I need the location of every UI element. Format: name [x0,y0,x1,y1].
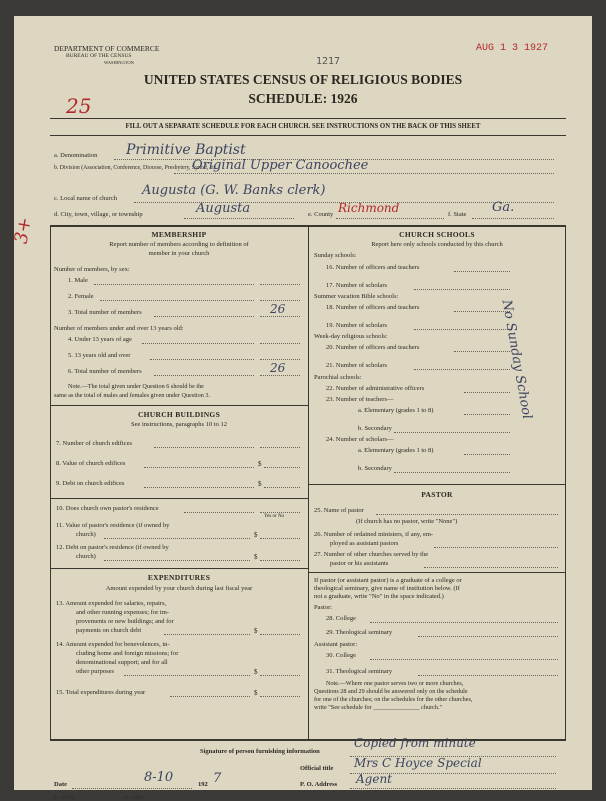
year-prefix: 192 [198,781,208,788]
local-name-value: Augusta (G. W. Banks clerk) [142,183,326,198]
date-label: Date [54,781,67,788]
graduate-note-2: theological seminary, give name of institution below. (If [314,585,460,592]
pastor-subhead: Pastor: [314,604,333,611]
census-schedule-form [10,16,592,801]
q20-label: 20. Number of officers and teachers [326,344,420,351]
q1-male-label: 1. Male [68,277,88,284]
q11-label-cont: church) [76,531,96,538]
q14-label-3: denominational support; and for all [76,659,168,666]
instruction-text: FILL OUT A SEPARATE SCHEDULE FOR EACH CHURCH. SEE INSTRUCTIONS ON THE BACK OF THIS SHEET [125,123,481,130]
buildings-subtitle: See instructions, paragraphs 10 to 12 [130,421,228,428]
q23-label: 23. Number of teachers— [326,396,394,403]
schedule-number: 1217 [316,56,341,67]
city-label-d: d. City, town, village, or township [54,211,143,218]
q30-label: 30. College [326,652,356,659]
q9-label: 9. Debt on church edifices [56,480,125,487]
q31-label: 31. Theological seminary [326,668,393,675]
q15-label: 15. Total expenditures during year [56,689,146,696]
schools-subtitle: Report here only schools conducted by this church [371,241,503,248]
parochial-schools-label: Parochial schools: [314,374,362,381]
form-number: 6—3519 a [54,796,75,801]
yes-no-hint: Yes or No [264,514,285,519]
weekday-schools-label: Week-day religious schools: [314,333,388,340]
q23b-label: b. Secondary [358,425,392,432]
county-label: e. County [308,211,334,218]
expenditures-title: EXPENDITURES [147,573,211,582]
q29-label: 29. Theological seminary [326,629,393,636]
q24a-label: a. Elementary (grades 1 to 8) [358,447,434,454]
q13-label-2: and other running expenses; for im- [76,609,169,616]
q16-label: 16. Number of officers and teachers [326,264,420,271]
pastor-note-1: Note.—Where one pastor serves two or more churches, [326,680,464,687]
denomination-value: Primitive Baptist [126,142,246,158]
print-number: 11—3004 [124,796,144,801]
state-label: f. State [448,211,467,218]
q15-dollar: $ [254,689,258,697]
q14-label: 14. Amount expended for benevolences, in- [56,641,170,648]
division-label: b. Division (Association, Conference, Diocese, Presbytery, Synod, etc.) [54,165,220,171]
q8-dollar: $ [258,460,262,468]
q13-dollar: $ [254,627,258,635]
pastor-note-2: Questions 28 and 29 should be answered only on the schedule [314,688,468,695]
q19-label: 19. Number of scholars [326,322,388,329]
date-value: 8-10 [144,770,174,785]
state-value: Ga. [492,200,515,215]
q8-label: 8. Value of church edifices [56,460,126,467]
q11-dollar: $ [254,531,258,539]
city-value: Augusta [196,201,251,216]
q24b-label: b. Secondary [358,465,392,472]
graduate-note-1: If pastor (or assistant pastor) is a graduate of a college or [314,577,462,584]
schools-title: CHURCH SCHOOLS [399,230,475,239]
q27-label-cont: pastor or his assistants [330,560,389,567]
official-title-label: Official title [300,765,334,772]
q13-label-3: provements or new buildings; and for [76,618,174,625]
received-date-stamp: AUG 1 3 1927 [476,43,549,54]
q26-label-cont: ployed as assistant pastors [330,540,399,547]
q14-label-4: other purposes [76,668,115,675]
assistant-pastor-subhead: Assistant pastor: [314,641,358,648]
q18-label: 18. Number of officers and teachers [326,304,420,311]
margin-note-red-2: 3+ [10,215,36,246]
department-label: DEPARTMENT OF COMMERCE [54,44,160,53]
q6-total-value: 26 [270,361,286,375]
q10-label: 10. Does church own pastor's residence [56,505,159,512]
q11-label: 11. Value of pastor's residence (if owned by [56,522,170,529]
po-address-value: Agent [356,772,392,786]
q5-13-and-over-label: 5. 13 years old and over [68,352,131,359]
sunday-schools-label: Sunday schools: [314,252,357,259]
form-subtitle: SCHEDULE: 1926 [248,91,358,106]
q12-dollar: $ [254,553,258,561]
q13-label: 13. Amount expended for salaries, repairs, [56,600,167,607]
membership-intro-2: member in your church [148,250,210,257]
q28-label: 28. College [326,615,356,622]
denomination-label: a. Denomination [54,152,98,159]
q25-hint: (If church has no pastor, write "None") [356,518,458,525]
q13-label-4: payments on church debt [76,627,142,634]
q2-female-label: 2. Female [68,293,94,300]
graduate-note-3: not a graduate, write "No" in the space indicated.) [314,593,444,600]
signature-value: Copied from minute [354,736,476,750]
local-name-label: c. Local name of church [54,195,117,202]
form-title: UNITED STATES CENSUS OF RELIGIOUS BODIES [143,72,463,87]
pastor-note-3: for one of the churches; on the schedules for the other churches, [314,696,473,703]
year-value: 7 [213,771,222,786]
signature-label: Signature of person furnishing information [200,748,320,755]
bureau-label: BUREAU OF THE CENSUS [66,53,132,59]
membership-note-2: same as the total of males and females given under Question 3. [54,392,211,399]
q14-dollar: $ [254,668,258,676]
official-title-value: Mrs C Hoyce Special [354,756,482,770]
margin-note-red: 25 [66,94,92,118]
po-address-label: P. O. Address [300,781,338,788]
q17-label: 17. Number of scholars [326,282,388,289]
q24-label: 24. Number of scholars— [326,436,394,443]
q3-total-label: 3. Total number of members [68,309,142,316]
expenditures-subtitle: Amount expended by your church during last fiscal year [105,585,253,592]
pastor-title: PASTOR [421,490,453,499]
membership-intro-1: Report number of members according to definition of [109,241,249,248]
members-age-label: Number of members under and over 13 years old: [54,325,184,332]
q6-total-label: 6. Total number of members [68,368,142,375]
q9-dollar: $ [258,480,262,488]
buildings-title: CHURCH BUILDINGS [137,410,221,419]
pastor-note-4: write "See schedule for _______________ church." [314,704,443,711]
q4-under-13-label: 4. Under 13 years of age [68,336,132,343]
q3-total-value: 26 [270,302,286,316]
division-value: Original Upper Canoochee [192,158,369,173]
q7-label: 7. Number of church edifices [56,440,132,447]
no-sunday-school-note: No Sunday School [498,298,535,421]
members-by-sex-label: Number of members, by sex: [54,266,130,273]
q27-label: 27. Number of other churches served by the [314,551,429,558]
q22-label: 22. Number of administrative officers [326,385,425,392]
city-label: WASHINGTON [104,60,134,65]
summer-schools-label: Summer vacation Bible schools: [314,293,399,300]
membership-note-1: Note.—The total given under Question 6 should be the [68,383,204,390]
q21-label: 21. Number of scholars [326,362,388,369]
q12-label: 12. Debt on pastor's residence (if owned by [56,544,169,551]
q25-label: 25. Name of pastor [314,507,364,514]
q14-label-2: cluding home and foreign missions; for [76,650,179,657]
q26-label: 26. Number of ordained ministers, if any, em- [314,531,434,538]
membership-title: MEMBERSHIP [151,230,207,239]
q23a-label: a. Elementary (grades 1 to 8) [358,407,434,414]
q12-label-cont: church) [76,553,96,560]
county-value: Richmond [338,201,400,215]
